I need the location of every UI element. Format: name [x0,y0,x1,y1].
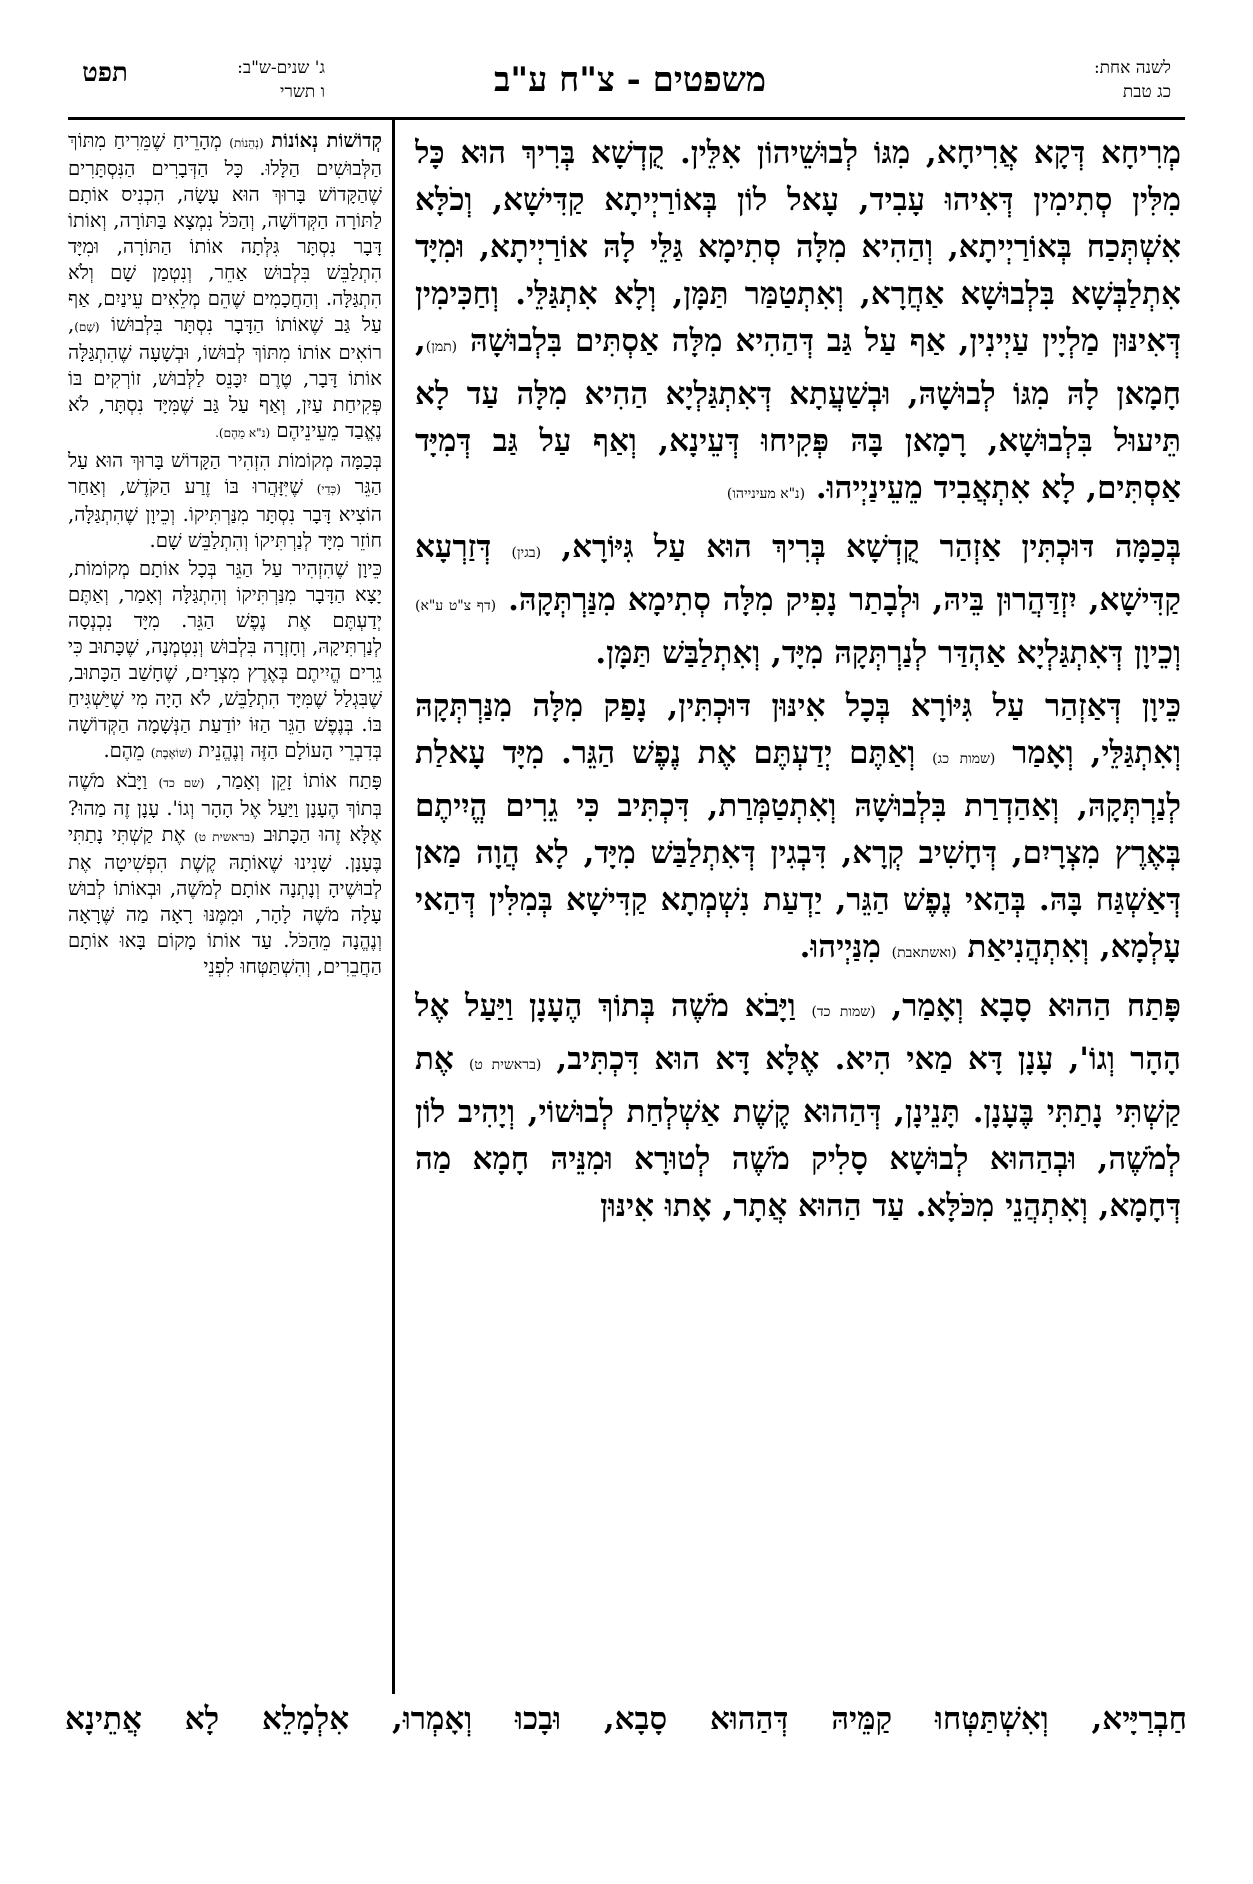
translation-column [68,128,382,1694]
variant-note: (ואשתאבת) [891,945,957,961]
study-schedule-one-year [981,56,1171,114]
cycle-label: ג' שנים-ש"ב: [237,58,325,78]
translation-paragraph: קְדוֹשׁוֹת נְאוֹנוֹת (נְהֵנוֹת) מְהָרֵיחַ שֶׁמֵּרִיחַ מִתּוֹךְ הַלְּבוּשִׁים הַלָּלוּ. כָּל הַדְּבָרִים הַנִּסְתָּרִים שֶׁהַקָּדוֹשׁ בָּרוּךְ הוּא עָשָׂה, הִכְנִיס אוֹתָם לַתּוֹרָה הַקְּדוֹשָׁה, וְהַכֹּל נִמְצָא בַּתּוֹרָה, וְאוֹתוֹ דָּבָר נִסְתָּר גִּלְּתָה אוֹתוֹ הַתּוֹרָה, וּמִיָּד הִתְלַבֵּשׁ בִּלְבוּשׁ אַחֵר, וְנִטְמַן שָׁם וְלֹא הִתְגַּלָּה. וְהַחֲכָמִים שֶׁהֵם מְלֵאִים עֵינַיִם, אַף עַל גַּב שֶׁאוֹתוֹ הַדָּבָר נִסְתָּר בִּלְבוּשׁוֹ (שָׁם), רוֹאִים אוֹתוֹ מִתּוֹךְ לְבוּשׁוֹ, וּבְשָׁעָה שֶׁהִתְגַּלָּה אוֹתוֹ דָּבָר, טֶרֶם יִכָּנֵס לַלְּבוּשׁ, זוֹרְקִים בּוֹ פְּקִיחַת עַיִן, וְאַף עַל גַּב שֶׁמִּיָּד נִסְתָּר, לֹא נֶאֱבַד מֵעֵינֵיהֶם (נ"א מֵהֶם). [68,129,382,442]
source-reference: (בראשית ט) [194,830,255,844]
source-reference: (בראשית ט) [468,1057,542,1073]
variant-note: (כְּדֵי) [316,482,341,496]
source-reference: (תמן) [425,339,458,355]
folio-reference: (דף צ"ט ע"א) [415,598,497,614]
full-width-bottom-line: חַבְרַיָּיא, וְאִשְׁתַּטְּחוּ קַמֵּיהּ דְּהַהוּא סָבָא, וּבָכוּ וְאָמְרוּ, אִלְמָלֵא לָא אֲתֵינָא [65,1701,1187,1737]
translation-paragraph: פָּתַח אוֹתוֹ זָקֵן וְאָמַר, (שם כד) וַיָּבֹא מֹשֶׁה בְּתוֹךְ הֶעָנָן וַיַּעַל אֶל הָהָר וְגוֹ'. עָנָן זֶה מַהוּ? אֶלָּא זֶהוּ הַכָּתוּב (בראשית ט) אֶת קַשְׁתִּי נָתַתִּי בֶּעָנָן. שָׁנִינוּ שֶׁאוֹתָהּ קֶשֶׁת הִפְשִׁיטָה אֶת לְבוּשֶׁיהָ וְנָתְנָה אוֹתָם לְמֹשֶׁה, וּבְאוֹתוֹ לְבוּשׁ עָלָה מֹשֶׁה לָהָר, וּמִמֶּנּוּ רָאָה מַה שֶּׁרָאָה וְנֶהֱנָה מֵהַכֹּל. עַד אוֹתוֹ מָקוֹם בָּאוּ אוֹתָם הַחֲבֵרִים, וְהִשְׁתַּטְּחוּ לִפְנֵי [68,769,382,978]
column-divider [392,118,395,1694]
variant-note: (בגין) [511,545,542,561]
source-reference: (שם כד) [158,776,205,790]
source-reference: (שמות כד) [811,1004,876,1020]
page-number: תפט [82,58,128,88]
main-paragraph: פָּתַח הַהוּא סָבָא וְאָמַר, (שמות כד) וַיָּבֹא מֹשֶׁה בְּתוֹךְ הֶעָנָן וַיַּעַל אֶל הָהָר וְגוֹ', עָנָן דָּא מַאי הִיא. אֶלָּא דָּא הוּא דִּכְתִּיב, (בראשית ט) אֶת קַשְׁתִּי נָתַתִּי בֶּעָנָן. תָּנֵינָן, דְּהַהוּא קֶשֶׁת אַשְׁלְחַת לְבוּשׁוֹי, וְיָהִיב לוֹן לְמֹשֶׁה, וּבְהַהוּא לְבוּשָׁא סָלִיק מֹשֶׁה לְטוּרָא וּמִנֵּיהּ חָמָא מַה דְּחָמָא, וְאִתְהֲנֵי מִכֹּלָּא. עַד הַהוּא אֲתָר, אָתוּ אִינּוּן [415,988,1181,1224]
main-paragraph: כֵּיוָן דְּאַזְהַר עַל גִּיּוֹרָא בְּכָל אִינּוּן דּוּכְתִּין, נָפַק מִלָּה מִנַּרְתְּקָהּ וְאִתְגַּלֵּי, וְאָמַר (שמות כג) וְאַתֶּם יְדַעְתֶּם אֶת נֶפֶשׁ הַגֵּר. מִיָּד עָאלַת לְנַרְתְּקָהּ, וְאַהַדְרַת בִּלְבוּשָׁהּ וְאִתְטַמְּרַת, דִּכְתִּיב כִּי גֵרִים הֱיִיתֶם בְּאֶרֶץ מִצְרָיִם, דְּחָשִׁיב קְרָא, דִּבְגִין דְּאִתְלַבַּשׁ מִיָּד, לָא הֲוָה מַאן דְּאַשְׁגַּח בָּהּ. בְּהַאי נֶפֶשׁ הַגֵּר, יַדְעַת נִשְׁמְתָא קַדִּישָׁא בְּמִלִּין דְּהַאי עָלְמָא, וְאִתְהֲנִיאַת (ואשתאבת) מִנַּיְיהוּ. [415,688,1181,965]
study-schedule-date: כג טבת [1122,82,1171,102]
study-schedule-three-years [145,56,325,114]
cycle-date: ו תשרי [280,82,325,102]
variant-note: (נ"א מעינייהו) [726,486,806,502]
translation-paragraph: בְּכַמָּה מְקוֹמוֹת הִזְהִיר הַקָּדוֹשׁ בָּרוּךְ הוּא עַל הַגֵּר (כְּדֵי) שֶׁיִּזָּהֲרוּ בּוֹ זֶרַע הַקֹּדֶשׁ, וְאַחַר הוֹצִיא דָּבָר נִסְתָּר מִנַּרְתִּיקוֹ. וְכֵיוָן שֶׁהִתְגַּלָּה, חוֹזֵר מִיָּד לְנַרְתִּיקוֹ וְהִתְלַבֵּשׁ שָׁם. [68,449,382,552]
page-title: משפטים - צ"ח ע"ב [494,60,766,100]
variant-note: (שׁוֹאֶבֶת) [150,746,193,760]
translation-paragraph: כֵּיוָן שֶׁהִזְהִיר עַל הַגֵּר בְּכָל אוֹתָם מְקוֹמוֹת, יָצָא הַדָּבָר מִנַּרְתִּיקוֹ וְהִתְגַּלָּה וְאָמַר, וְאַתֶּם יְדַעְתֶּם אֶת נֶפֶשׁ הַגֵּר. מִיָּד נִכְנְסָה לְנַרְתִּיקָהּ, וְחָזְרָה בִּלְבוּשׁ וְנִטְמְנָה, שֶׁכָּתוּב כִּי גֵרִים הֱיִיתֶם בְּאֶרֶץ מִצְרָיִם, שֶׁחָשַׁב הַכָּתוּב, שֶׁבִּגְלַל שֶׁמִּיָּד הִתְלַבֵּשׁ, לֹא הָיָה מִי שֶׁיַּשְׁגִּיחַ בּוֹ. בְּנֶפֶשׁ הַגֵּר הַזּוֹ יוֹדַעַת הַנְּשָׁמָה הַקְּדוֹשָׁה בְּדִבְרֵי הָעוֹלָם הַזֶּה וְנֶהֱנֵית (שׁוֹאֶבֶת) מֵהֶם. [68,557,382,762]
source-reference: (שמות כג) [932,751,996,767]
main-text-column [415,130,1181,1700]
variant-note: (נְהֵנוֹת) [229,136,264,150]
variant-note: (נ"א מֵהֶם). [215,426,271,440]
source-reference: (שָׁם) [74,320,100,334]
main-paragraph: מְרִיחָא דְּקָא אֲרִיחָא, מִגּוֹ לְבוּשֵׁיהוֹן אִלֵּין. קֻדְשָׁא בְּרִיךְ הוּא כָּל מִלִּין סְתִימִין דְּאִיהוּ עָבִיד, עָאל לוֹן בְּאוֹרַיְיתָא קַדִּישָׁא, וְכֹלָּא אִשְׁתְּכַח בְּאוֹרַיְיתָא, וְהַהִיא מִלָּה סְתִימָא גַּלֵּי לָהּ אוֹרַיְיתָא, וּמִיָּד אִתְלַבְּשָׁא בִּלְבוּשָׁא אַחֲרָא, וְאִתְטַמַּר תַּמָּן, וְלָא אִתְגַּלֵּי. וְחַכִּימִין דְּאִינּוּן מַלְיָין עַיְינִין, אַף עַל גַּב דְּהַהִיא מִלָּה אַסְתִּים בִּלְבוּשָׁהּ (תמן), חָמָאן לָהּ מִגּוֹ לְבוּשָׁהּ, וּבְשַׁעֲתָא דְּאִתְגַּלְיָא הַהִיא מִלָּה עַד לָא תֵּיעוּל בִּלְבוּשָׁא, רָמָאן בָּהּ פְּקִיחוּ דְּעֵינָא, וְאַף עַל גַּב דְּמִיָּד אַסְתִּים, לָא אִתְאֲבִיד מֵעֵינַיְיהוּ. (נ"א מעינייהו) [415,135,1181,506]
header-divider [68,117,1185,120]
study-schedule-label: לשנה אחת: [1093,58,1171,78]
main-paragraph: בְּכַמָּה דּוּכְתִּין אַזְהַר קֻדְשָׁא בְּרִיךְ הוּא עַל גִּיּוֹרָא, (בגין) דְּזַרְעָא קַדִּישָׁא, יִזְדַּהֲרוּן בֵּיהּ, וּלְבָתַר נָפִיק מִלָּה סְתִימָא מִנַּרְתְּקָהּ. (דף צ"ט ע"א) וְכֵיוָן דְּאִתְגַּלְיָא אַהְדַּר לְנַרְתְּקָהּ מִיָּד, וְאִתְלַבַּשׁ תַּמָּן. [415,529,1181,671]
